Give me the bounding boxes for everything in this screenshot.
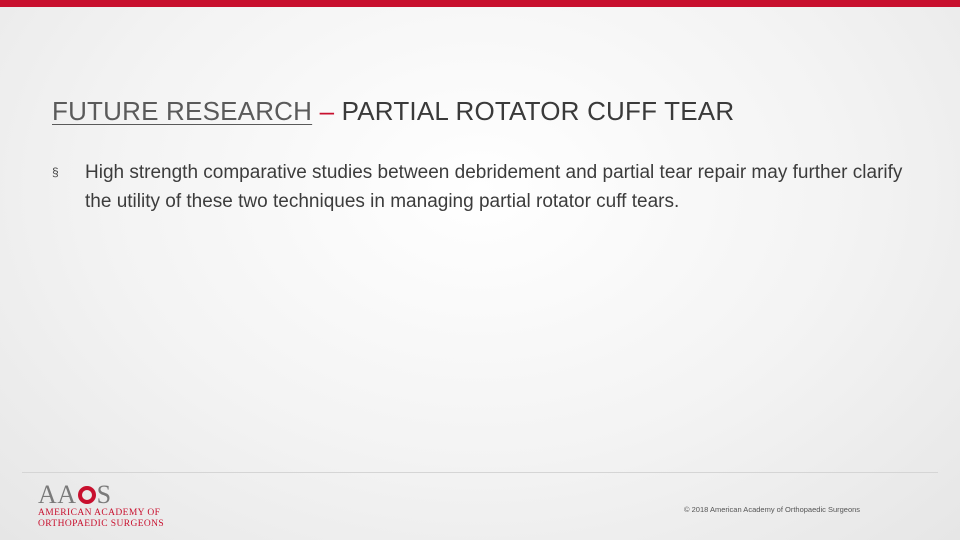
logo-letters-right: S [96,480,112,509]
aaos-logo [38,482,188,532]
slide-title [52,96,932,127]
footer-divider [22,472,938,473]
title-future-research: FUTURE RESEARCH [52,96,313,126]
copyright-text: © 2018 American Academy of Orthopaedic Surgeons [684,505,861,514]
logo-line-1: AMERICAN ACADEMY OF [38,508,161,518]
logo-letters-left: AA [38,480,77,509]
logo-line-2: ORTHOPAEDIC SURGEONS [38,519,165,529]
bullet-item [52,158,922,216]
title-dash: – [312,96,342,126]
title-topic: PARTIAL ROTATOR CUFF TEAR [341,96,735,126]
logo-mark [38,482,188,508]
bullet-list [52,158,922,216]
top-accent-bar [0,0,960,7]
logo-ring-icon [78,486,96,504]
bullet-text: High strength comparative studies between debridement and partial tear repair may further clarify the utility of these two techniques in managing partial rotator cuff tears. [85,162,903,212]
bullet-marker-icon: § [52,165,59,179]
